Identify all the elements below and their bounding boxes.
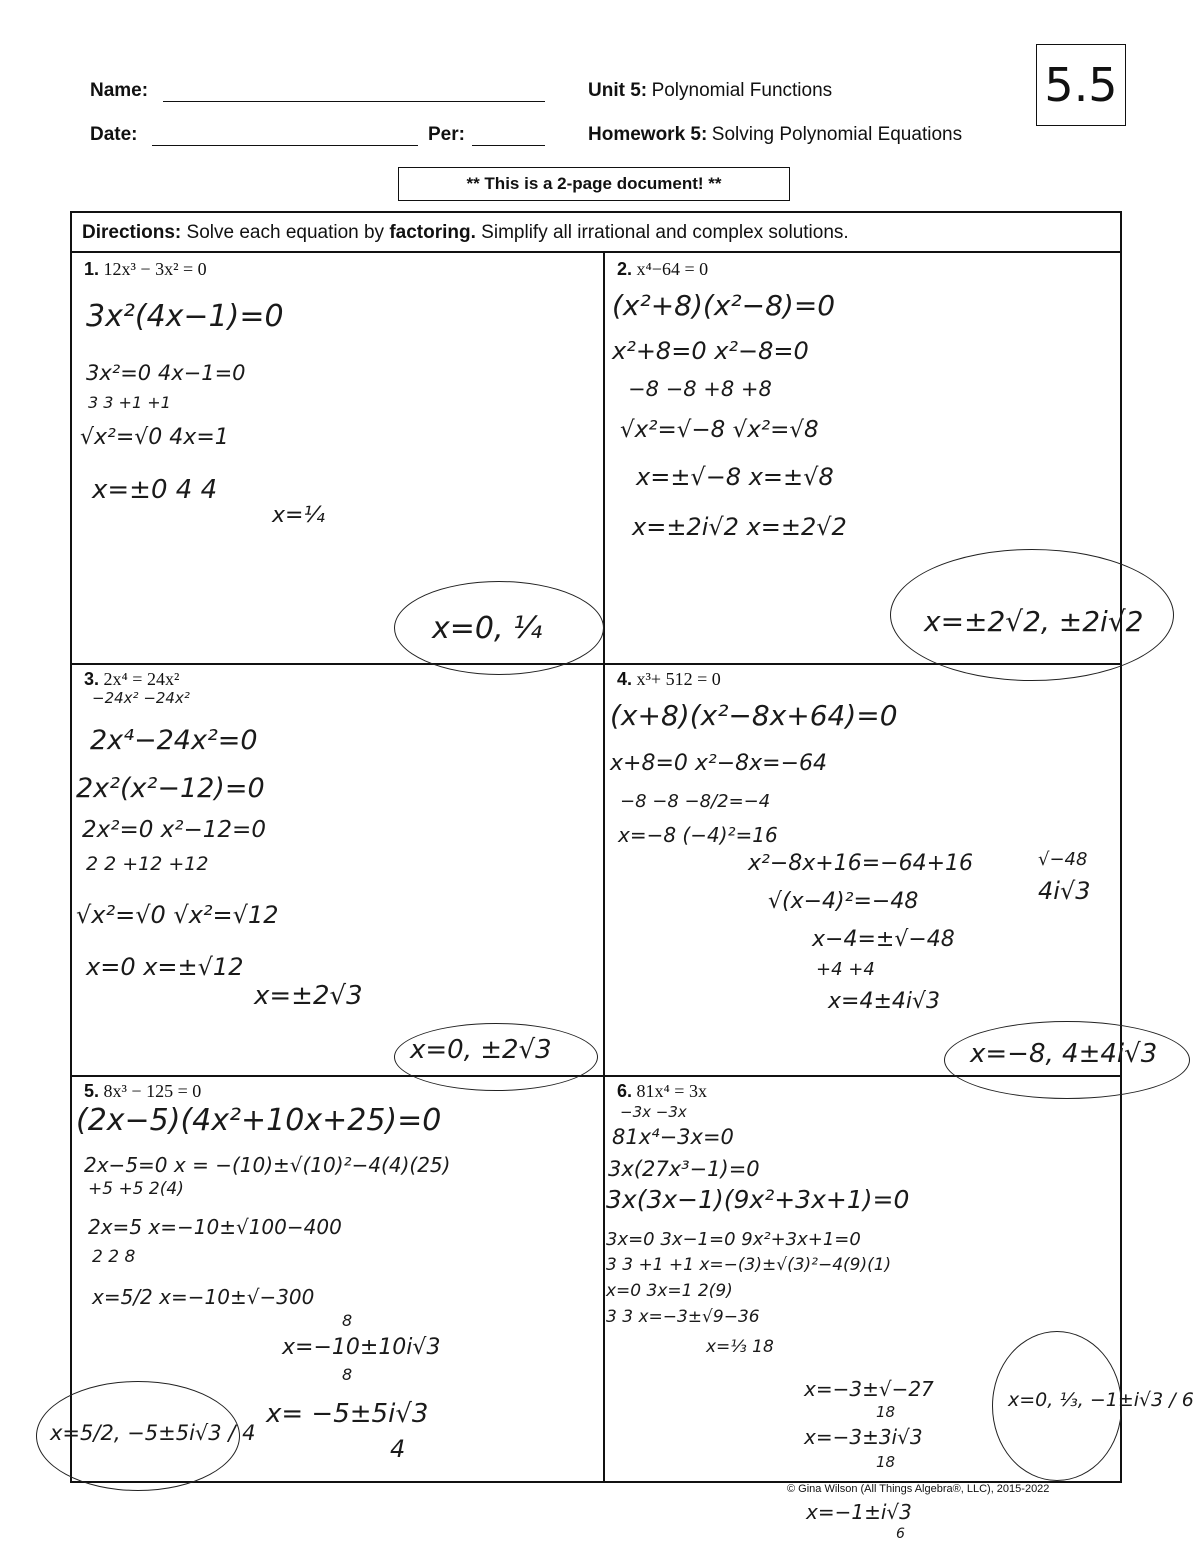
p2-work-line: (x²+8)(x²−8)=0: [612, 289, 836, 322]
p4-work-line: x=4±4i√3: [828, 989, 941, 1014]
p3-work-line: 2x⁴−24x²=0: [90, 725, 258, 756]
p2-work-line: x²+8=0 x²−8=0: [612, 337, 809, 365]
p2-work-line: x=±√−8 x=±√8: [636, 463, 834, 491]
column-divider: [603, 253, 605, 1481]
problem-2-equation: x⁴−64 = 0: [636, 259, 709, 279]
p3-answer: x=0, ±2√3: [410, 1035, 552, 1065]
p6-work-line: −3x −3x: [620, 1103, 687, 1121]
p5-work-line: x= −5±5i√3: [266, 1399, 429, 1429]
p6-work-line: 18: [876, 1403, 896, 1421]
directions-text-b: Simplify all irrational and complex solutions.: [475, 222, 849, 243]
problem-1-prompt: 1. 12x³ − 3x² = 0: [84, 259, 207, 279]
p4-work-line: −8 −8 −8/2=−4: [620, 791, 771, 812]
p2-work-line: −8 −8 +8 +8: [628, 377, 772, 401]
p5-answer: x=5/2, −5±5i√3 / 4: [50, 1421, 256, 1445]
p6-work-line: 3x(27x³−1)=0: [608, 1157, 760, 1181]
p4-side-work: 4i√3: [1038, 877, 1091, 905]
unit-label: Unit 5:: [588, 80, 648, 101]
p4-work-line: x−4=±√−48: [812, 927, 955, 952]
date-label: Date:: [90, 124, 138, 145]
problem-grid: [50, 211, 1194, 1483]
copyright-notice: © Gina Wilson (All Things Algebra®, LLC), 2015-2022: [787, 1483, 1050, 1495]
p6-work-line: 3x=0 3x−1=0 9x²+3x+1=0: [606, 1229, 861, 1250]
problem-4-prompt: 4. x³+ 512 = 0: [617, 669, 721, 689]
directions-bold-word: factoring.: [389, 222, 476, 243]
period-line[interactable]: [472, 145, 545, 146]
p2-answer: x=±2√2, ±2i√2: [924, 605, 1144, 638]
p6-work-line: 3 3 x=−3±√9−36: [606, 1307, 760, 1327]
p6-overflow-work: 6: [896, 1526, 905, 1542]
p5-work-line: x=−10±10i√3: [282, 1335, 441, 1360]
problem-6-prompt: 6. 81x⁴ = 3x: [617, 1081, 707, 1101]
p4-work-line: +4 +4: [816, 959, 875, 980]
unit-number-box: 5.5: [1036, 44, 1126, 126]
p1-work-line: √x²=√0 4x=1: [80, 425, 229, 450]
p3-work-line: −24x² −24x²: [92, 689, 190, 707]
name-line[interactable]: [163, 101, 545, 102]
p6-work-line: 81x⁴−3x=0: [612, 1125, 734, 1149]
p1-work-line: x=¼: [272, 503, 325, 528]
p5-work-line: 2x−5=0 x = −(10)±√(10)²−4(4)(25): [84, 1153, 451, 1177]
p3-work-line: 2x²(x²−12)=0: [76, 773, 265, 804]
directions-label: Directions:: [82, 222, 182, 243]
p2-work-line: x=±2i√2 x=±2√2: [632, 513, 847, 541]
p1-work-line: 3x²=0 4x−1=0: [86, 361, 246, 385]
period-label: Per:: [428, 124, 465, 145]
p3-work-line: x=±2√3: [254, 981, 363, 1011]
p6-work-line: 3 3 +1 +1 x=−(3)±√(3)²−4(9)(1): [606, 1255, 892, 1275]
problem-1-equation: 12x³ − 3x² = 0: [103, 259, 207, 279]
p6-work-line: x=−3±3i√3: [804, 1425, 923, 1449]
p1-answer: x=0, ¼: [432, 611, 543, 646]
p6-work-line: 3x(3x−1)(9x²+3x+1)=0: [606, 1185, 910, 1214]
page-notice: ** This is a 2-page document! **: [398, 167, 790, 201]
p4-work-line: (x+8)(x²−8x+64)=0: [610, 699, 898, 732]
p4-answer: x=−8, 4±4i√3: [970, 1039, 1158, 1069]
p5-work-line: (2x−5)(4x²+10x+25)=0: [76, 1103, 442, 1138]
p1-work-line: x=±0 4 4: [92, 475, 218, 505]
name-label: Name:: [90, 80, 149, 101]
p1-work-line: 3x²(4x−1)=0: [86, 299, 284, 334]
homework-label: Homework 5:: [588, 124, 708, 145]
p5-work-line: 2 2 8: [92, 1247, 136, 1267]
p3-work-line: x=0 x=±√12: [86, 953, 244, 981]
p1-work-line: 3 3 +1 +1: [88, 393, 171, 412]
p4-work-line: x²−8x+16=−64+16: [748, 851, 974, 876]
p5-work-line: 8: [342, 1311, 353, 1330]
p3-work-line: √x²=√0 √x²=√12: [76, 901, 279, 929]
p4-work-line: √(x−4)²=−48: [768, 889, 919, 914]
problem-6-equation: 81x⁴ = 3x: [636, 1081, 707, 1101]
p5-work-line: 8: [342, 1365, 353, 1384]
unit-heading: [588, 80, 832, 102]
p3-work-line: 2x²=0 x²−12=0: [82, 817, 266, 843]
problem-3-prompt: 3. 2x⁴ = 24x²: [84, 669, 180, 689]
p5-work-line: 2x=5 x=−10±√100−400: [88, 1215, 342, 1239]
p3-work-line: 2 2 +12 +12: [86, 853, 209, 875]
p5-work-line: x=5/2 x=−10±√−300: [92, 1285, 315, 1309]
p6-work-line: x=⅓ 18: [706, 1337, 774, 1357]
homework-heading: [588, 124, 962, 146]
p5-work-line: +5 +5 2(4): [88, 1179, 184, 1199]
p4-side-work: √−48: [1038, 849, 1088, 870]
p6-overflow-work: x=−1±i√3: [806, 1500, 912, 1524]
unit-title: Polynomial Functions: [651, 80, 833, 101]
p6-answer: x=0, ⅓, −1±i√3 / 6: [1008, 1389, 1194, 1411]
p4-work-line: x=−8 (−4)²=16: [618, 823, 778, 847]
p6-work-line: x=0 3x=1 2(9): [606, 1281, 733, 1301]
p2-work-line: √x²=√−8 √x²=√8: [620, 417, 819, 443]
directions: [72, 213, 1120, 253]
problem-3-equation: 2x⁴ = 24x²: [103, 669, 180, 689]
p4-work-line: x+8=0 x²−8x=−64: [610, 751, 828, 776]
problem-5-equation: 8x³ − 125 = 0: [103, 1081, 202, 1101]
p5-work-line: 4: [390, 1435, 406, 1463]
problem-4-equation: x³+ 512 = 0: [636, 669, 721, 689]
directions-text-a: Solve each equation by: [181, 222, 390, 243]
p6-work-line: 18: [876, 1453, 896, 1471]
problem-5-prompt: 5. 8x³ − 125 = 0: [84, 1081, 202, 1101]
date-line[interactable]: [152, 145, 418, 146]
p6-work-line: x=−3±√−27: [804, 1377, 934, 1401]
problem-2-prompt: 2. x⁴−64 = 0: [617, 259, 709, 279]
homework-title: Solving Polynomial Equations: [711, 124, 963, 145]
